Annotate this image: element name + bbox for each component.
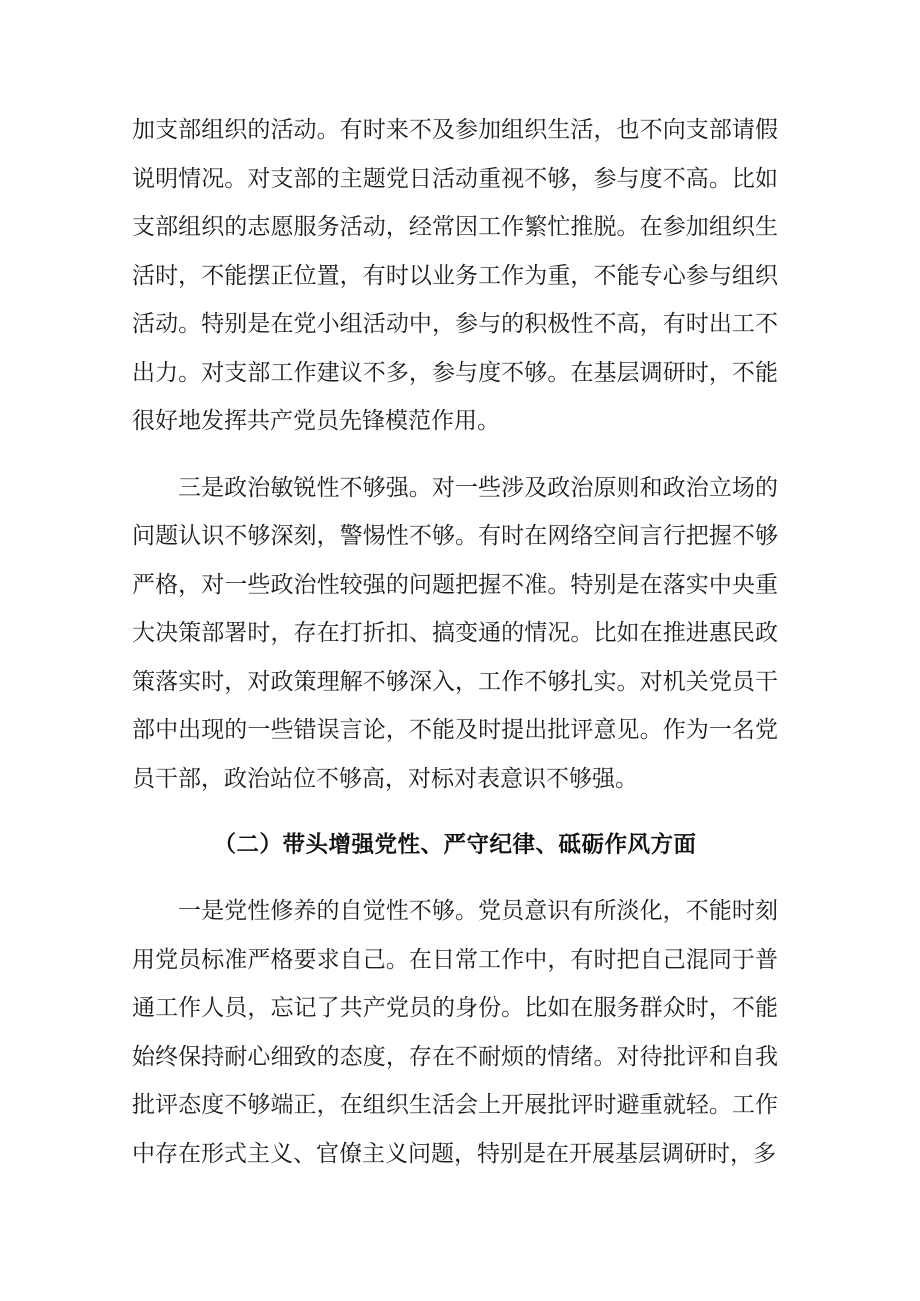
paragraph-political-sensitivity: 三是政治敏锐性不够强。对一些涉及政治原则和政治立场的问题认识不够深刻，警惕性不够。有时在网络空间言行把握不够严格，对一些政治性较强的问题把握不准。特别是在落实中央重大决策部署时，存在打折扣、搞变通的情况。比如在推进惠民政策落实时，对政策理解不够深入，工作不够扎实。对机关党员干部中出现的一些错误言论，不能及时提出批评意见。作为一名党员干部，政治站位不够高，对标对表意识不够强。 [132,474,778,792]
paragraph-party-spirit: 一是党性修养的自觉性不够。党员意识有所淡化，不能时刻用党员标准严格要求自己。在日常工作中，有时把自己混同于普通工作人员，忘记了共产党员的身份。比如在服务群众时，不能始终保持耐心细致的态度，存在不耐烦的情绪。对待批评和自我批评态度不够端正，在组织生活会上开展批评时避重就轻。工作中存在形式主义、官僚主义问题，特别是在开展基层调研时，多 [132,898,778,1167]
paragraph-continued: 加支部组织的活动。有时来不及参加组织生活，也不向支部请假说明情况。对支部的主题党日活动重视不够，参与度不高。比如支部组织的志愿服务活动，经常因工作繁忙推脱。在参加组织生活时，不能摆正位置，有时以业务工作为重，不能专心参与组织活动。特别是在党小组活动中，参与的积极性不高，有时出工不出力。对支部工作建议不多，参与度不够。在基层调研时，不能很好地发挥共产党员先锋模范作用。 [132,117,778,434]
section-heading: （二）带头增强党性、严守纪律、砥砺作风方面 [213,832,697,858]
document-body [132,106,778,1178]
